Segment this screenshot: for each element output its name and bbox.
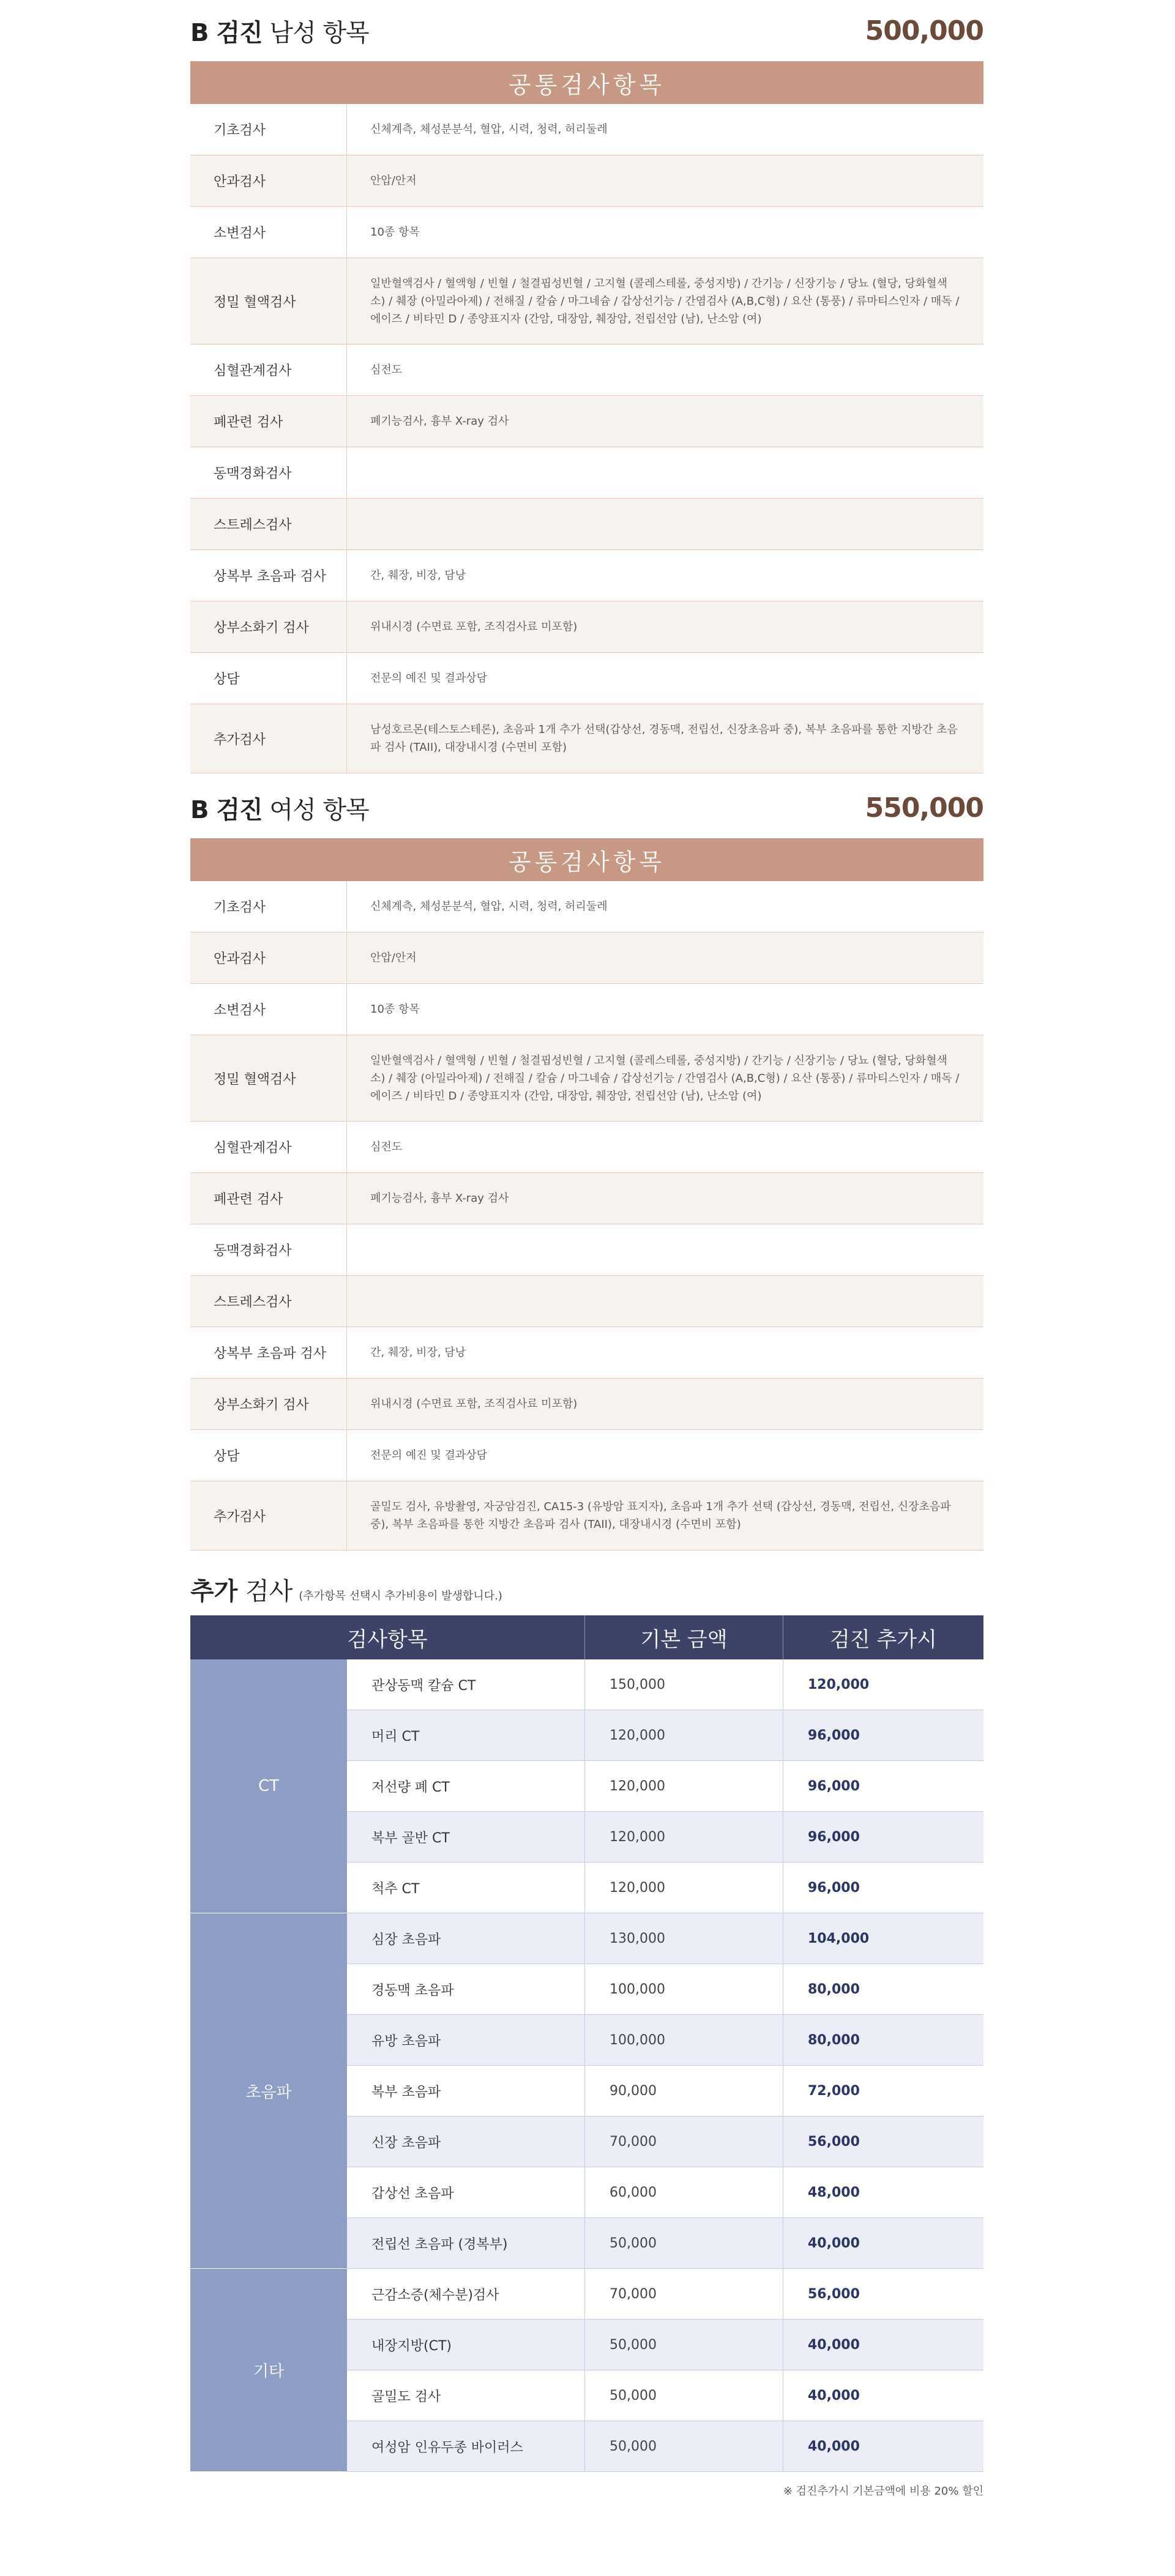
female-title-rest: 여성 항목 bbox=[262, 795, 369, 824]
header-test-item: 검사항목 bbox=[190, 1615, 585, 1659]
female-title-bold: B 검진 bbox=[190, 795, 263, 824]
price-row bbox=[347, 2218, 983, 2269]
exam-category: 기초검사 bbox=[190, 104, 347, 155]
group-label: 초음파 bbox=[190, 1913, 347, 2269]
test-name: 여성암 인유두종 바이러스 bbox=[347, 2421, 585, 2471]
exam-row bbox=[190, 1173, 983, 1224]
base-price: 90,000 bbox=[585, 2066, 783, 2116]
exam-detail: 간, 췌장, 비장, 담낭 bbox=[370, 569, 466, 582]
base-price: 70,000 bbox=[585, 2269, 783, 2319]
exam-category: 동맥경화검사 bbox=[190, 1224, 347, 1275]
exam-detail: 일반혈액검사 / 혈액형 / 빈혈 / 철결핍성빈혈 / 고지혈 (콜레스테롤, 중성지방) / 간기능 / 신장기능 / 당뇨 (혈당, 당화혈색소) / 췌장 (아밀라아제) / 전해질 / 칼슘 / 마그네슘 / 갑상선기능 / 간염검사 (A,B,C형) / 요산 (통풍) / 류마티스인자 / 매독 / 에이즈 / 비타민 D / 종양표지자 (간암, 대장암, 췌장암, 전립선암 (남), 난소암 (여) bbox=[370, 277, 960, 326]
base-price: 60,000 bbox=[585, 2167, 783, 2217]
package-price: 96,000 bbox=[808, 1727, 860, 1743]
base-price: 120,000 bbox=[585, 1761, 783, 1811]
exam-row bbox=[190, 1430, 983, 1481]
price-row bbox=[347, 2421, 983, 2472]
exam-row bbox=[190, 1122, 983, 1173]
exam-row bbox=[190, 344, 983, 396]
exam-row bbox=[190, 704, 983, 773]
price-row bbox=[347, 1761, 983, 1812]
price-row bbox=[347, 1863, 983, 1913]
exam-detail bbox=[347, 1276, 983, 1327]
test-name: 머리 CT bbox=[347, 1710, 585, 1760]
exam-detail bbox=[347, 447, 983, 498]
exam-detail: 간, 췌장, 비장, 담낭 bbox=[370, 1346, 466, 1359]
package-price: 40,000 bbox=[808, 2388, 860, 2403]
package-price: 96,000 bbox=[808, 1778, 860, 1794]
price-row bbox=[347, 2269, 983, 2320]
header-base-price: 기본 금액 bbox=[585, 1615, 783, 1659]
package-price: 104,000 bbox=[808, 1930, 870, 1946]
exam-category: 상부소화기 검사 bbox=[190, 601, 347, 652]
exam-detail: 심전도 bbox=[370, 363, 403, 376]
price-rows bbox=[347, 1659, 983, 2472]
exam-detail: 안압/안저 bbox=[370, 174, 417, 187]
female-package-section bbox=[190, 777, 983, 1550]
exam-row bbox=[190, 1276, 983, 1327]
test-name: 내장지방(CT) bbox=[347, 2320, 585, 2370]
extra-section-note: (추가항목 선택시 추가비용이 발생합니다.) bbox=[299, 1590, 502, 1603]
male-title-rest: 남성 항목 bbox=[262, 18, 369, 47]
female-items-table bbox=[190, 881, 983, 1550]
exam-category: 폐관련 검사 bbox=[190, 1173, 347, 1224]
exam-row bbox=[190, 155, 983, 207]
base-price: 50,000 bbox=[585, 2218, 783, 2268]
exam-row bbox=[190, 499, 983, 550]
exam-category: 스트레스검사 bbox=[190, 499, 347, 549]
price-row bbox=[347, 2015, 983, 2066]
exam-row bbox=[190, 258, 983, 344]
exam-detail: 신체계측, 체성분분석, 혈압, 시력, 청력, 허리둘레 bbox=[370, 900, 608, 913]
male-common-items-band: 공통검사항목 bbox=[190, 61, 983, 104]
exam-detail: 10종 항목 bbox=[370, 1003, 420, 1016]
exam-row bbox=[190, 601, 983, 653]
exam-detail: 안압/안저 bbox=[370, 951, 417, 964]
header-package-price: 검진 추가시 bbox=[829, 1627, 938, 1652]
test-name: 골밀도 검사 bbox=[347, 2370, 585, 2421]
base-price: 130,000 bbox=[585, 1913, 783, 1964]
exam-row bbox=[190, 104, 983, 155]
exam-detail: 폐기능검사, 흉부 X-ray 검사 bbox=[370, 415, 509, 428]
exam-category: 상담 bbox=[190, 1430, 347, 1481]
package-price: 72,000 bbox=[808, 2083, 860, 2099]
test-name: 갑상선 초음파 bbox=[347, 2167, 585, 2217]
test-name: 근감소증(체수분)검사 bbox=[347, 2269, 585, 2319]
package-price: 96,000 bbox=[808, 1880, 860, 1896]
exam-category: 정밀 혈액검사 bbox=[190, 1035, 347, 1121]
package-price: 48,000 bbox=[808, 2184, 860, 2200]
package-price: 96,000 bbox=[808, 1829, 860, 1845]
exam-category: 소변검사 bbox=[190, 207, 347, 258]
price-row bbox=[347, 1710, 983, 1761]
female-section-header bbox=[190, 777, 983, 838]
extra-section-header bbox=[190, 1554, 983, 1615]
base-price: 50,000 bbox=[585, 2421, 783, 2471]
exam-row bbox=[190, 1327, 983, 1379]
base-price: 120,000 bbox=[585, 1710, 783, 1760]
package-price: 40,000 bbox=[808, 2235, 860, 2251]
exam-category: 폐관련 검사 bbox=[190, 396, 347, 447]
male-section-title bbox=[190, 13, 369, 48]
price-row bbox=[347, 1659, 983, 1710]
group-label: 기타 bbox=[190, 2269, 347, 2472]
price-row bbox=[347, 2167, 983, 2218]
exam-category: 정밀 혈액검사 bbox=[190, 258, 347, 344]
test-name: 저선량 폐 CT bbox=[347, 1761, 585, 1811]
base-price: 120,000 bbox=[585, 1863, 783, 1913]
male-section-header bbox=[190, 0, 983, 61]
test-name: 유방 초음파 bbox=[347, 2015, 585, 2065]
exam-category: 심혈관계검사 bbox=[190, 344, 347, 395]
test-name: 복부 초음파 bbox=[347, 2066, 585, 2116]
package-price: 56,000 bbox=[808, 2134, 860, 2150]
female-section-title bbox=[190, 791, 369, 825]
discount-footnote: ※ 검진추가시 기본금액에 비용 20% 할인 bbox=[783, 2485, 983, 2498]
exam-row bbox=[190, 881, 983, 932]
group-column bbox=[190, 1659, 347, 2472]
base-price: 120,000 bbox=[585, 1812, 783, 1862]
base-price: 100,000 bbox=[585, 1964, 783, 2014]
exam-category: 스트레스검사 bbox=[190, 1276, 347, 1327]
test-name: 척추 CT bbox=[347, 1863, 585, 1913]
exam-detail: 위내시경 (수면료 포함, 조직검사료 미포함) bbox=[370, 620, 578, 633]
exam-detail bbox=[347, 499, 983, 549]
exam-row bbox=[190, 653, 983, 704]
male-items-table bbox=[190, 104, 983, 773]
female-price: 550,000 bbox=[865, 792, 983, 824]
test-name: 전립선 초음파 (경복부) bbox=[347, 2218, 585, 2268]
price-row bbox=[347, 2320, 983, 2370]
exam-row bbox=[190, 396, 983, 447]
exam-detail: 전문의 예진 및 결과상담 bbox=[370, 1449, 488, 1462]
exam-row bbox=[190, 207, 983, 258]
base-price: 70,000 bbox=[585, 2116, 783, 2167]
exam-detail: 전문의 예진 및 결과상담 bbox=[370, 672, 488, 685]
price-row bbox=[347, 1913, 983, 1964]
test-name: 복부 골반 CT bbox=[347, 1812, 585, 1862]
package-price: 120,000 bbox=[808, 1677, 870, 1692]
package-price: 40,000 bbox=[808, 2337, 860, 2353]
package-price: 80,000 bbox=[808, 2032, 860, 2048]
exam-category: 상부소화기 검사 bbox=[190, 1379, 347, 1429]
package-price: 80,000 bbox=[808, 1981, 860, 1997]
male-title-bold: B 검진 bbox=[190, 18, 263, 47]
exam-detail: 심전도 bbox=[370, 1141, 403, 1153]
exam-detail: 일반혈액검사 / 혈액형 / 빈혈 / 철결핍성빈혈 / 고지혈 (콜레스테롤, 중성지방) / 간기능 / 신장기능 / 당뇨 (혈당, 당화혈색소) / 췌장 (아밀라아제) / 전해질 / 칼슘 / 마그네슘 / 갑상선기능 / 간염검사 (A,B,C형) / 요산 (통풍) / 류마티스인자 / 매독 / 에이즈 / 비타민 D / 종양표지자 (간암, 대장암, 췌장암, 전립선암 (남), 난소암 (여) bbox=[370, 1054, 960, 1103]
exam-category: 추가검사 bbox=[190, 1481, 347, 1550]
exam-category: 상복부 초음파 검사 bbox=[190, 550, 347, 601]
exam-category: 추가검사 bbox=[190, 704, 347, 773]
group-label: CT bbox=[190, 1659, 347, 1913]
exam-detail: 골밀도 검사, 유방촬영, 자궁암검진, CA15-3 (유방암 표지자), 초음파 1개 추가 선택 (갑상선, 경동맥, 전립선, 신장초음파 중), 복부 초음파를 통한 지방간 초음파 검사 (TAII), 대장내시경 (수면비 포함) bbox=[370, 1500, 951, 1531]
base-price: 50,000 bbox=[585, 2320, 783, 2370]
price-row bbox=[347, 2370, 983, 2421]
extra-price-table bbox=[190, 1615, 983, 2472]
extra-section-title bbox=[190, 1572, 293, 1607]
extra-title-rest: 검사 bbox=[237, 1577, 293, 1606]
male-price: 500,000 bbox=[865, 15, 983, 47]
price-table-header bbox=[190, 1615, 983, 1659]
exam-category: 소변검사 bbox=[190, 984, 347, 1035]
price-table-body bbox=[190, 1659, 983, 2472]
male-package-section bbox=[190, 0, 983, 773]
exam-category: 상담 bbox=[190, 653, 347, 704]
exam-row bbox=[190, 1379, 983, 1430]
exam-category: 안과검사 bbox=[190, 932, 347, 983]
exam-row bbox=[190, 447, 983, 499]
exam-detail bbox=[347, 1224, 983, 1275]
exam-detail: 신체계측, 체성분분석, 혈압, 시력, 청력, 허리둘레 bbox=[370, 123, 608, 136]
package-price: 40,000 bbox=[808, 2438, 860, 2454]
extra-tests-section bbox=[190, 1554, 983, 2509]
price-row bbox=[347, 1812, 983, 1863]
base-price: 150,000 bbox=[585, 1659, 783, 1710]
test-name: 심장 초음파 bbox=[347, 1913, 585, 1964]
exam-row bbox=[190, 932, 983, 984]
exam-row bbox=[190, 1481, 983, 1550]
price-row bbox=[347, 2066, 983, 2116]
exam-category: 상복부 초음파 검사 bbox=[190, 1327, 347, 1378]
base-price: 50,000 bbox=[585, 2370, 783, 2421]
extra-title-bold: 추가 bbox=[190, 1577, 238, 1606]
exam-row bbox=[190, 1035, 983, 1122]
exam-row bbox=[190, 550, 983, 601]
exam-detail: 위내시경 (수면료 포함, 조직검사료 미포함) bbox=[370, 1398, 578, 1410]
exam-category: 기초검사 bbox=[190, 881, 347, 932]
test-name: 관상동맥 칼슘 CT bbox=[347, 1659, 585, 1710]
base-price: 100,000 bbox=[585, 2015, 783, 2065]
test-name: 신장 초음파 bbox=[347, 2116, 585, 2167]
exam-detail: 폐기능검사, 흉부 X-ray 검사 bbox=[370, 1192, 509, 1205]
exam-row bbox=[190, 1224, 983, 1276]
exam-detail: 10종 항목 bbox=[370, 226, 420, 239]
price-row bbox=[347, 1964, 983, 2015]
exam-detail: 남성호르몬(테스토스테론), 초음파 1개 추가 선택(갑상선, 경동맥, 전립선, 신장초음파 중), 복부 초음파를 통한 지방간 초음파 검사 (TAII), 대장내시경 (수면비 포함) bbox=[370, 723, 958, 754]
test-name: 경동맥 초음파 bbox=[347, 1964, 585, 2014]
exam-category: 동맥경화검사 bbox=[190, 447, 347, 498]
package-price: 56,000 bbox=[808, 2286, 860, 2302]
female-common-items-band: 공통검사항목 bbox=[190, 838, 983, 881]
price-row bbox=[347, 2116, 983, 2167]
exam-category: 안과검사 bbox=[190, 155, 347, 206]
exam-row bbox=[190, 984, 983, 1035]
exam-category: 심혈관계검사 bbox=[190, 1122, 347, 1172]
